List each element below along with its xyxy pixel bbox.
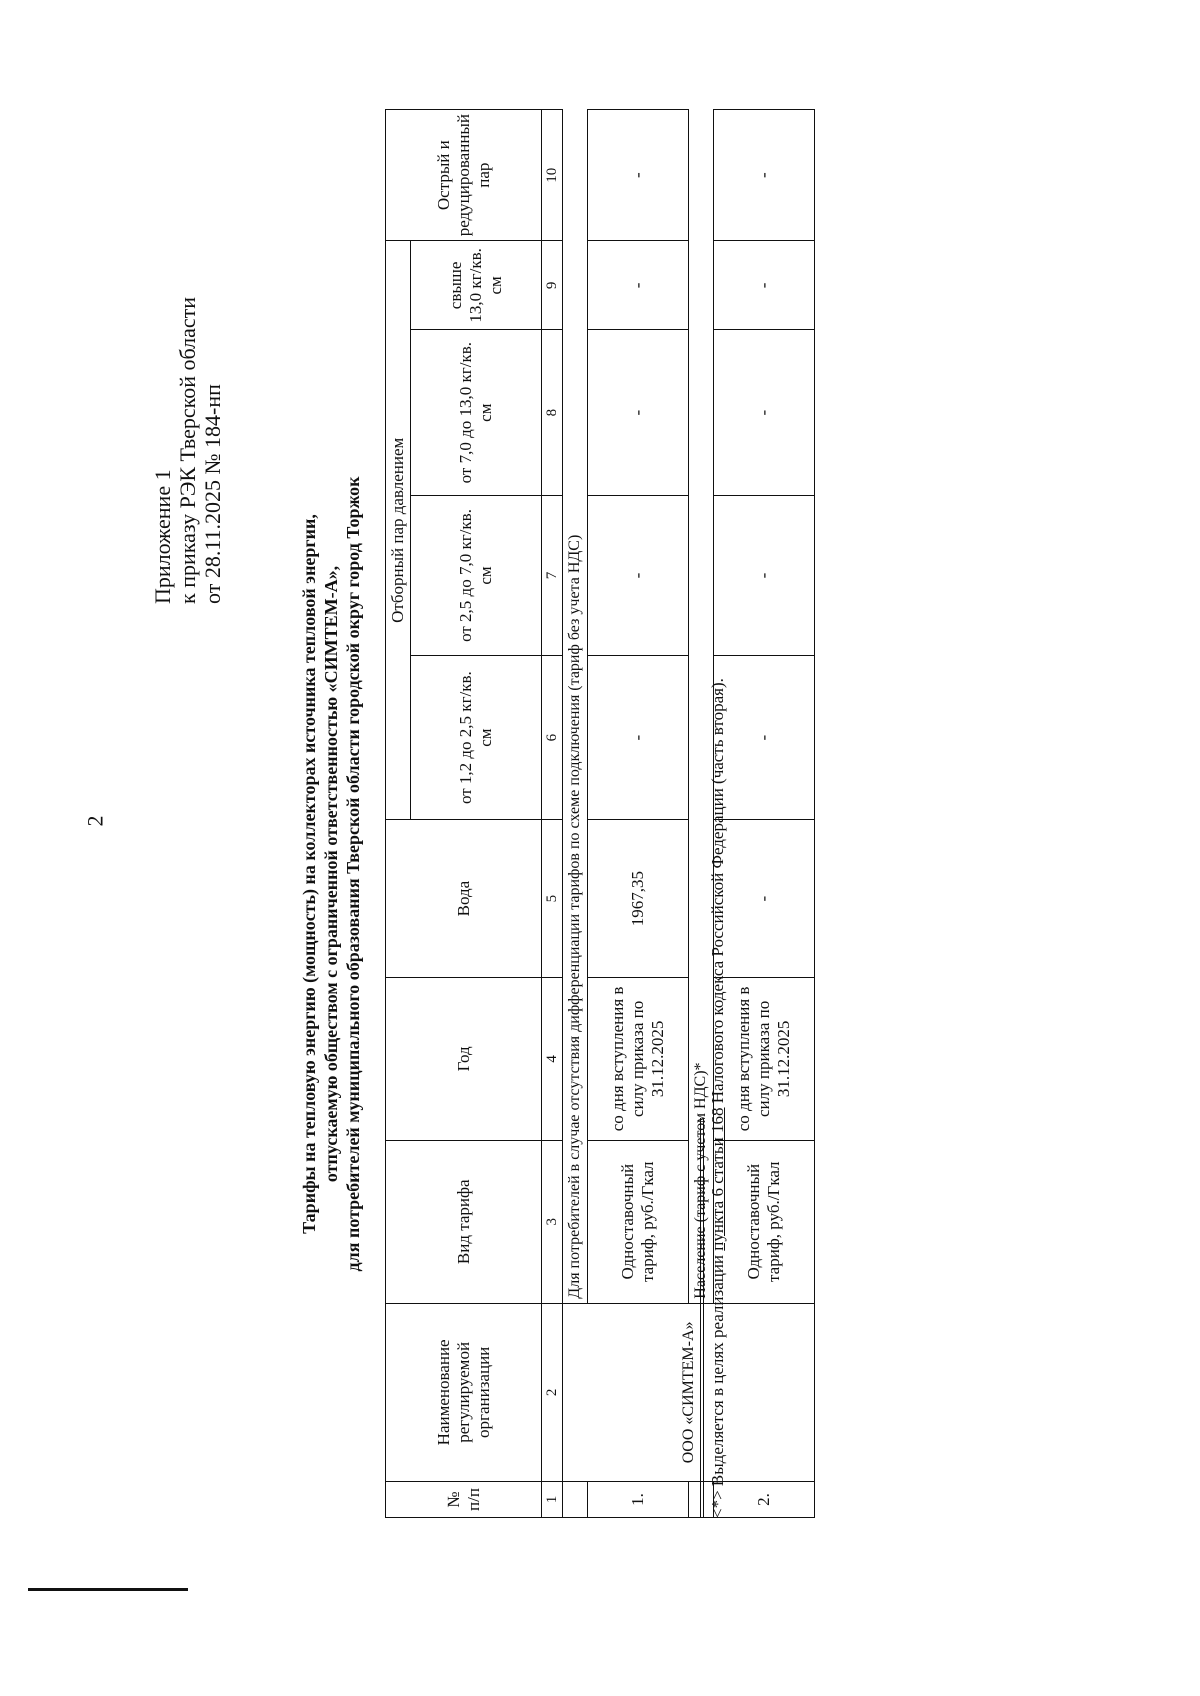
column-number: 10 <box>542 110 563 241</box>
title-line-1: Тарифы на тепловую энергию (мощность) на коллекторах источника тепловой энергии, <box>299 514 319 1234</box>
column-number: 5 <box>542 820 563 978</box>
header-selected-steam: Отборный пар давлением <box>386 241 411 820</box>
annex-line-1: Приложение 1 <box>150 469 175 604</box>
header-pressure-1: от 1,2 до 2,5 кг/кв. см <box>411 655 542 819</box>
row-year: со дня вступления в силу приказа по 31.12.2025 <box>588 977 689 1140</box>
header-org: Наименование регулируемой организации <box>386 1303 542 1481</box>
row-water: 1967,35 <box>588 820 689 978</box>
row-p2: - <box>714 495 815 655</box>
row-p4: - <box>714 241 815 330</box>
header-sharp-steam: Острый и редуцированный пар <box>386 110 542 241</box>
annex-header <box>150 84 225 604</box>
annex-line-3: от 28.11.2025 № 184-нп <box>200 384 225 604</box>
title-line-2: отпускаемую обществом с ограниченной ответственностью «СИМТЕМ-А», <box>321 565 341 1183</box>
header-water: Вода <box>386 820 542 978</box>
column-number: 3 <box>542 1140 563 1303</box>
row-p3: - <box>588 330 689 496</box>
row-p1: - <box>588 655 689 819</box>
footnote-divider-thin <box>703 1118 705 1518</box>
column-number: 8 <box>542 330 563 496</box>
row-num: 2. <box>714 1482 815 1518</box>
section-2-label: Население (тариф с учетом НДС)* <box>689 110 714 1304</box>
row-sharp: - <box>588 110 689 241</box>
column-number-row <box>542 110 563 1518</box>
row-p3: - <box>714 330 815 496</box>
header-pressure-3: от 7,0 до 13,0 кг/кв. см <box>411 330 542 496</box>
row-tariff-type: Одноставочный тариф, руб./Гкал <box>714 1140 815 1303</box>
row-p2: - <box>588 495 689 655</box>
org-name: ООО «СИМТЕМ-А» <box>563 1303 815 1481</box>
row-sharp: - <box>714 110 815 241</box>
header-pressure-2: от 2,5 до 7,0 кг/кв. см <box>411 495 542 655</box>
footnote-law-link[interactable]: пункта 6 статьи 168 <box>708 1107 727 1251</box>
row-p4: - <box>588 241 689 330</box>
header-tariff-type: Вид тарифа <box>386 1140 542 1303</box>
header-num: № п/п <box>386 1482 542 1518</box>
row-num: 1. <box>588 1482 689 1518</box>
section-row-1 <box>563 110 588 1518</box>
document-title <box>298 124 364 1624</box>
footnote-prefix: <*> Выделяется в целях реализации <box>708 1250 727 1518</box>
row-p1: - <box>714 655 815 819</box>
row-year: со дня вступления в силу приказа по 31.12.2025 <box>714 977 815 1140</box>
row-tariff-type: Одноставочный тариф, руб./Гкал <box>588 1140 689 1303</box>
tariff-table <box>385 109 815 1518</box>
column-number: 6 <box>542 655 563 819</box>
column-number: 9 <box>542 241 563 330</box>
rotated-document-content <box>150 24 1150 1624</box>
annex-line-2: к приказу РЭК Тверской области <box>175 296 200 604</box>
column-number: 4 <box>542 977 563 1140</box>
title-line-3: для потребителей муниципального образования Тверской области городской округ город Торжок <box>343 476 363 1272</box>
page-number: 2 <box>82 815 108 827</box>
column-number: 1 <box>542 1482 563 1518</box>
footnote-suffix: Налогового кодекса Российской Федерации (часть вторая). <box>708 678 727 1108</box>
section-1-label: Для потребителей в случае отсутствия дифференциации тарифов по схеме подключения (тариф без учета НДС) <box>563 110 588 1304</box>
footnote-divider <box>700 1118 702 1518</box>
footnote <box>708 678 728 1518</box>
header-pressure-4: свыше 13,0 кг/кв. см <box>411 241 542 330</box>
row-water: - <box>714 820 815 978</box>
header-year: Год <box>386 977 542 1140</box>
column-number: 7 <box>542 495 563 655</box>
column-number: 2 <box>542 1303 563 1481</box>
